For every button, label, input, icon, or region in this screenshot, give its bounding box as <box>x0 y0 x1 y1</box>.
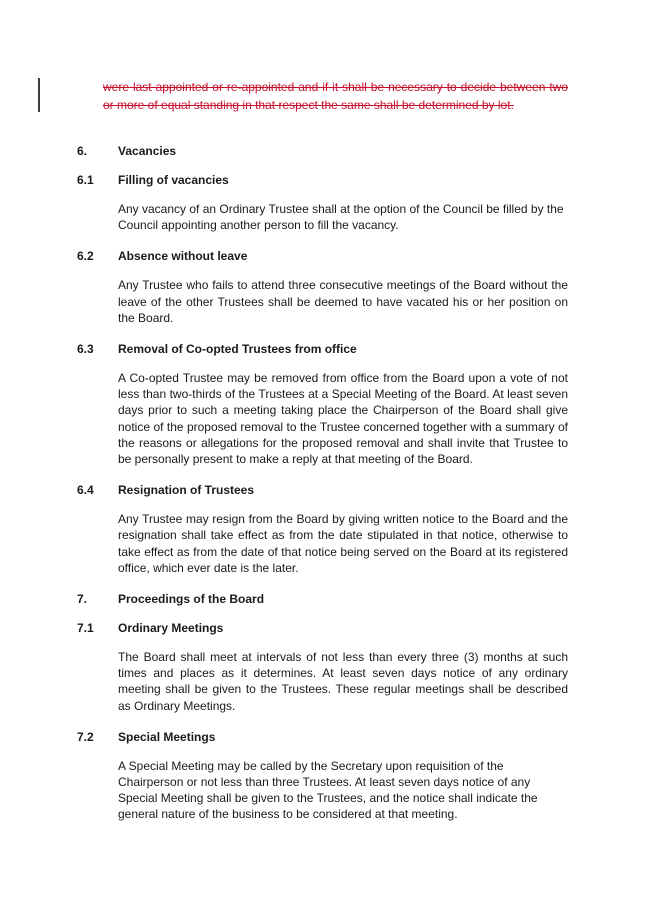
section-title: Proceedings of the Board <box>118 592 265 607</box>
clause-heading: Resignation of Trustees <box>118 483 255 498</box>
tracked-deletion-text: were last appointed or re-appointed and if it shall be necessary to decide between two or more of equal standing in that respect the same shall be determined by lot. <box>103 80 568 112</box>
clause-7-1-body: The Board shall meet at intervals of not less than every three (3) months at such times and places as it determines. At least seven days notice of any ordinary meeting shall be given to the Trustees. These regular meetings shall be described as Ordinary Meetings. <box>118 650 568 713</box>
clause-6-3-body: A Co-opted Trustee may be removed from office from the Board upon a vote of not less than two-thirds of the Trustees at a Special Meeting of the Board. At least seven days prior to such a meeting taking place the Chairperson of the Board shall give notice of the proposed removal to the Trustee concerned together with a summary of the reasons or allegations for the proposed removal and shall invite that Trustee to be personally present to make a reply at that meeting of the Board. <box>118 371 568 467</box>
clause-6-1-heading-row <box>77 172 568 188</box>
clause-6-3-heading-row <box>77 341 568 357</box>
clause-6-1-body: Any vacancy of an Ordinary Trustee shall at the option of the Council be filled by the Council appointing another person to fill the vacancy. <box>118 202 564 233</box>
section-title: Vacancies <box>118 144 177 158</box>
section-number: 6. <box>77 144 88 158</box>
document-page <box>77 79 568 838</box>
clause-heading: Ordinary Meetings <box>118 621 224 636</box>
clause-6-2-heading-row <box>77 248 568 264</box>
clause-7-1-heading-row <box>77 620 568 636</box>
section-6-heading-row <box>77 143 568 159</box>
clause-heading: Removal of Co-opted Trustees from office <box>118 342 357 357</box>
clause-number: 6.3 <box>77 342 94 357</box>
clause-heading: Special Meetings <box>118 729 216 744</box>
clause-6-4-heading-row <box>77 482 568 498</box>
clause-number: 6.4 <box>77 483 94 498</box>
clause-heading: Filling of vacancies <box>118 173 229 187</box>
clause-7-2-body: A Special Meeting may be called by the Secretary upon requisition of the Chairperson or not less than three Trustees. At least seven days notice of any Special Meeting shall be given to the Trustees, and the notice shall indicate the general nature of the business to be considered at that meeting. <box>118 758 538 822</box>
clause-7-2-heading-row <box>77 729 568 745</box>
clause-number: 6.2 <box>77 249 94 264</box>
clause-number: 7.1 <box>77 621 94 636</box>
clause-number: 7.2 <box>77 729 94 744</box>
tracked-change-bar <box>38 78 40 112</box>
clause-number: 6.1 <box>77 173 94 187</box>
clause-6-4-body: Any Trustee may resign from the Board by giving written notice to the Board and the resignation shall take effect as from the date stipulated in that notice, otherwise to take effect as from the date of that notice being served on the Board at its registered office, which ever date is the later. <box>118 512 568 575</box>
section-number: 7. <box>77 592 88 607</box>
section-7-heading-row <box>77 591 568 607</box>
clause-6-2-body: Any Trustee who fails to attend three consecutive meetings of the Board without the leave of the other Trustees shall be deemed to have vacated his or her position on the Board. <box>118 278 568 325</box>
clause-heading: Absence without leave <box>118 249 248 264</box>
